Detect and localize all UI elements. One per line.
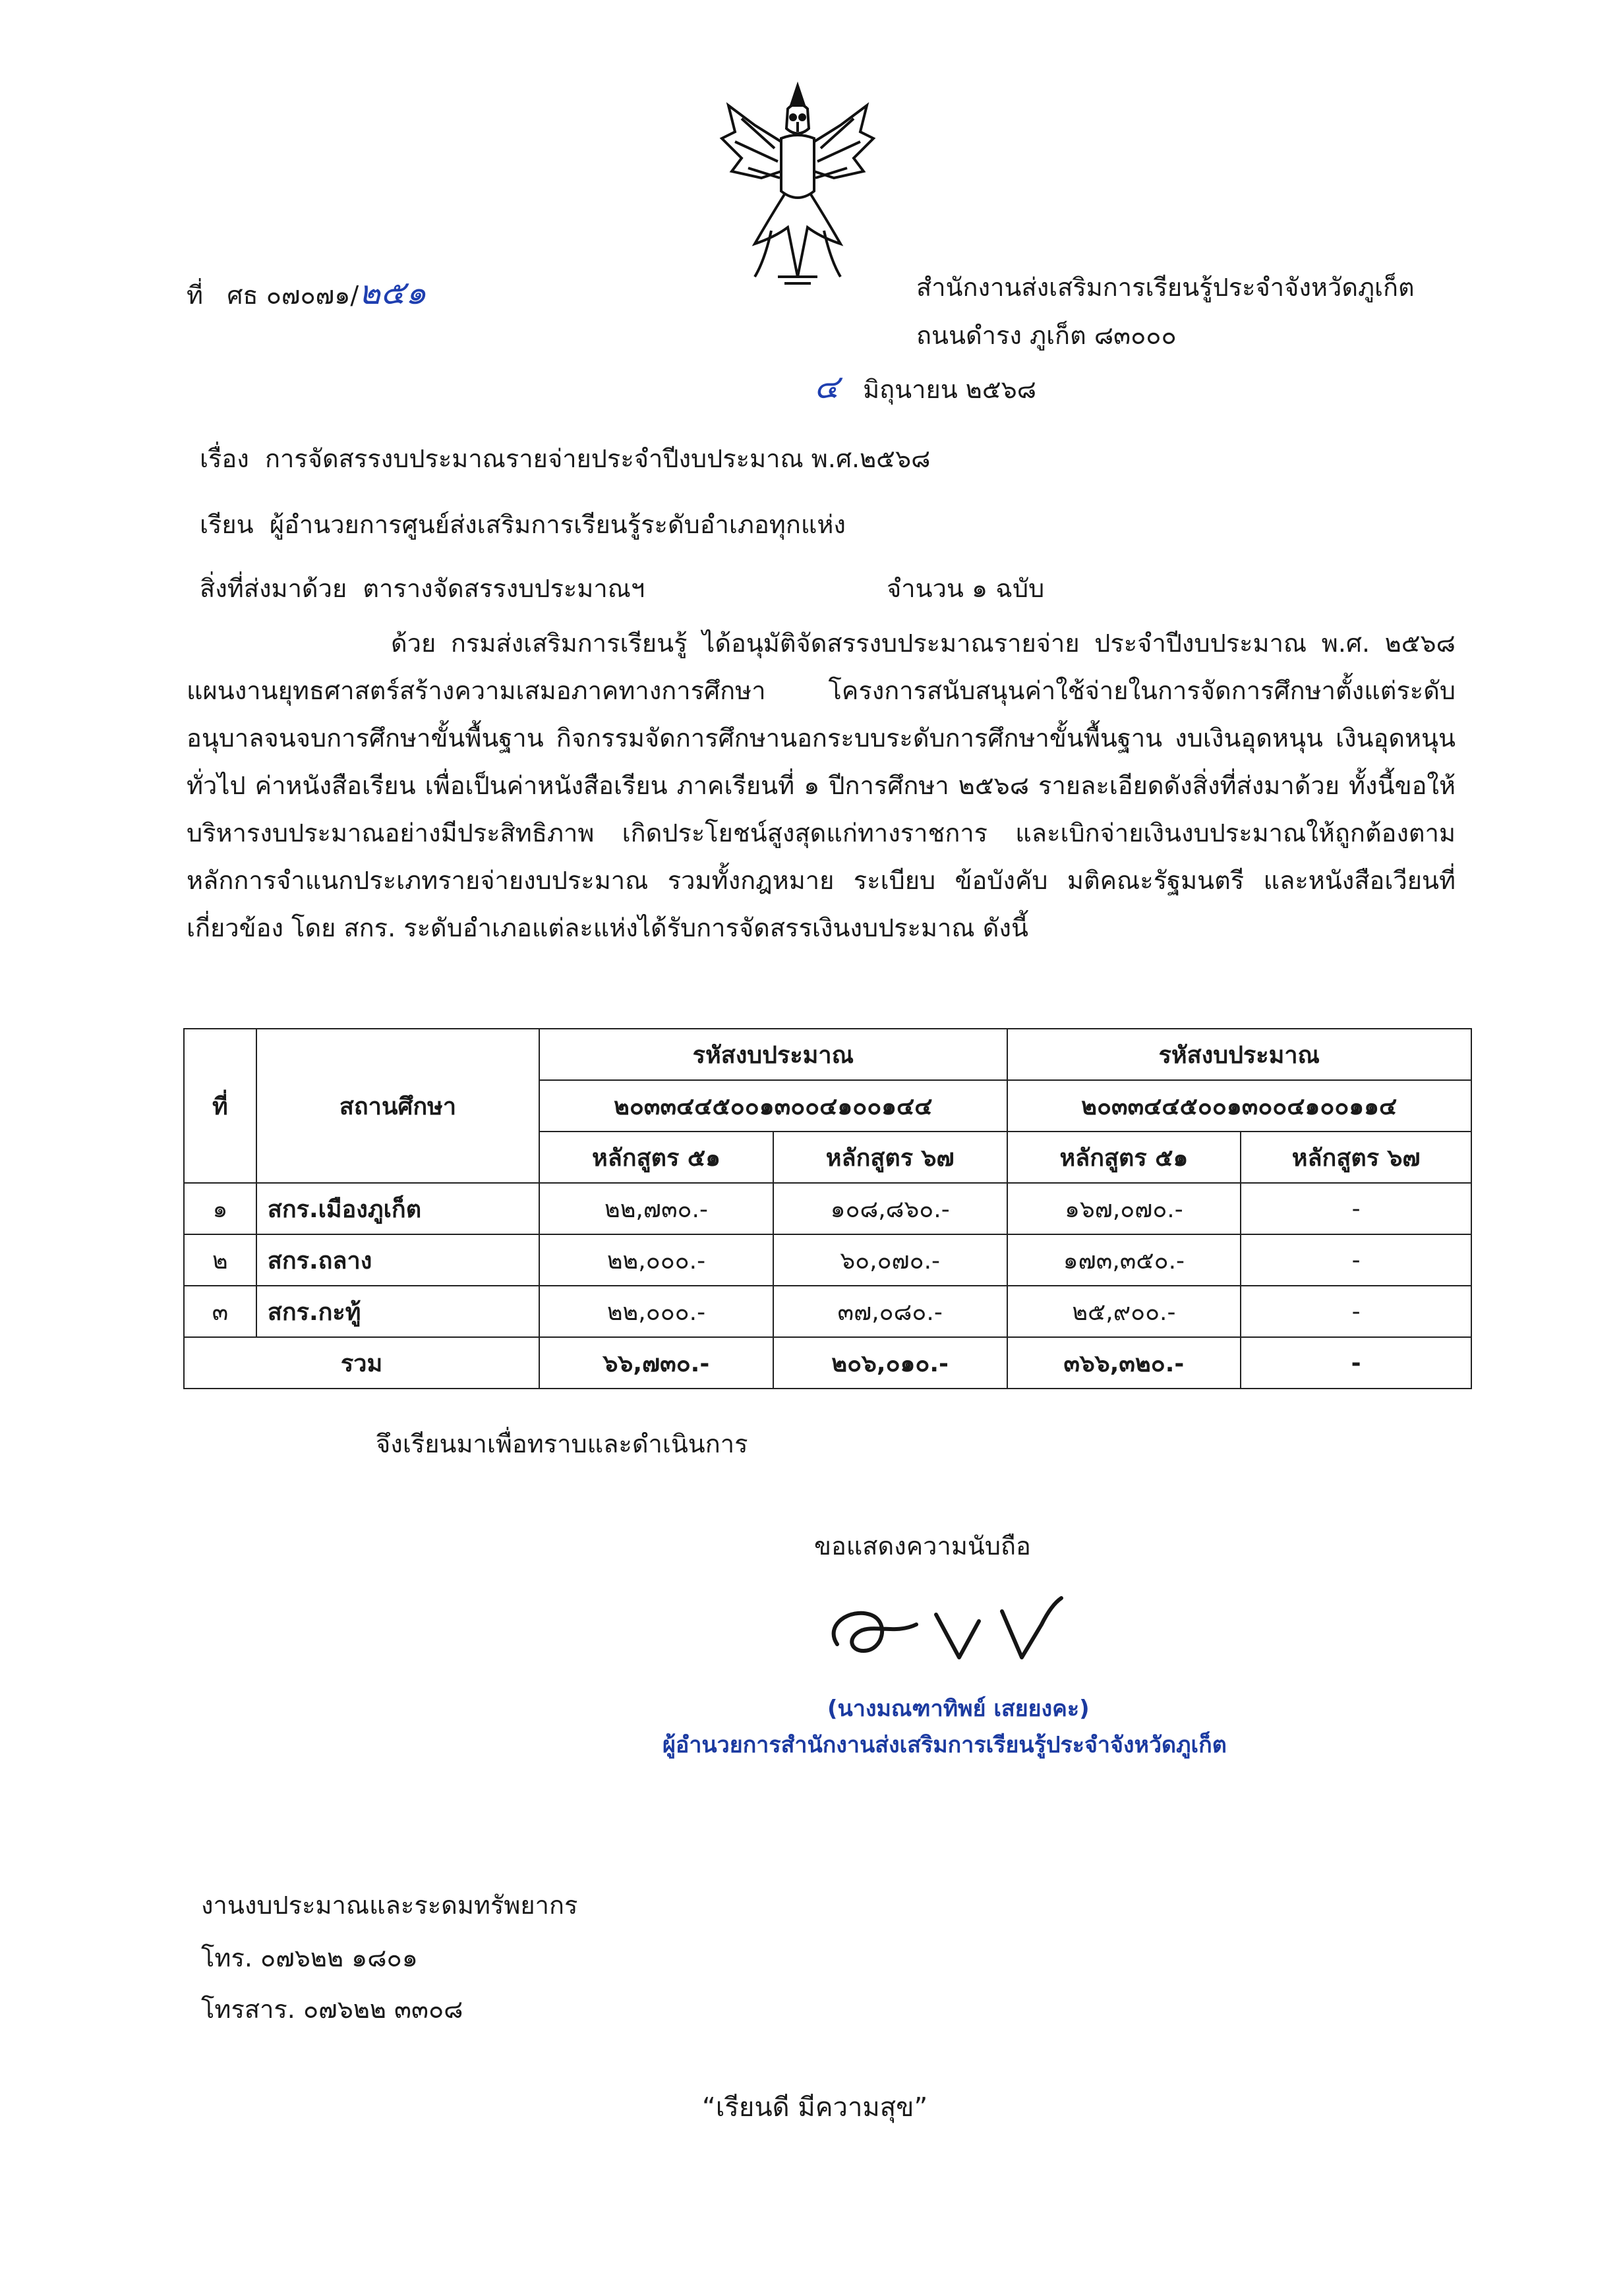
total-g1-51: ๖๖,๗๓๐.- [539,1337,773,1389]
total-g2-67: - [1241,1337,1471,1389]
fax-number: โทรสาร. ๐๗๖๒๒ ๓๓๐๘ [201,1995,463,2024]
row-g1-51: ๒๒,๐๐๐.- [539,1234,773,1286]
phone-number: โทร. ๐๗๖๒๒ ๑๘๐๑ [201,1943,418,1972]
row-place: สกร.เมืองภูเก็ต [256,1183,539,1234]
group1-title: รหัสงบประมาณ [539,1029,1007,1080]
date-line [814,361,1036,413]
table-row [184,1183,1471,1234]
group2-code: ๒๐๓๓๔๔๕๐๐๑๓๐๐๔๑๐๐๑๑๔ [1007,1080,1471,1132]
total-label: รวม [184,1337,539,1389]
office-name: สำนักงานส่งเสริมการเรียนรู้ประจำจังหวัดภูเก็ต [916,273,1415,302]
total-g1-67: ๒๐๖,๐๑๐.- [773,1337,1007,1389]
body-paragraph: ด้วย กรมส่งเสริมการเรียนรู้ ได้อนุมัติจัดสรรงบประมาณรายจ่าย ประจำปีงบประมาณ พ.ศ. ๒๕๖๘ แผนงานยุทธศาสตร์สร้างความเสมอภาคทางการศึกษา โครงการสนับสนุนค่าใช้จ่ายในการจัดการศึกษาตั้งแต่ระดับอนุบาลจนจบการศึกษาขั้นพื้นฐาน กิจกรรมจัดการศึกษานอกระบบระดับการศึกษาขั้นพื้นฐาน งบเงินอุดหนุน เงินอุดหนุนทั่วไป ค่าหนังสือเรียน เพื่อเป็นค่าหนังสือเรียน ภาคเรียนที่ ๑ ปีการศึกษา ๒๕๖๘ รายละเอียดดังสิ่งที่ส่งมาด้วย ทั้งนี้ขอให้บริหารงบประมาณอย่างมีประสิทธิภาพ เกิดประโยชน์สูงสุดแก่ทางราชการ และเบิกจ่ายเงินงบประมาณให้ถูกต้องตามหลักการจำแนกประเภทรายจ่ายงบประมาณ รวมทั้งกฎหมาย ระเบียบ ข้อบังคับ มติคณะรัฐมนตรี และหนังสือเวียนที่เกี่ยวข้อง โดย สกร. ระดับอำเภอแต่ละแห่งได้รับการจัดสรรเงินงบประมาณ ดังนี้ [187,629,1456,942]
row-place: สกร.กะทู้ [256,1286,539,1337]
row-g1-67: ๓๗,๐๘๐.- [773,1286,1007,1337]
garuda-emblem-icon [715,79,880,290]
date-day-handwritten: ๔ [814,368,839,406]
row-no: ๓ [184,1286,256,1337]
date-text: มิถุนายน ๒๕๖๘ [863,375,1037,404]
signature-icon [824,1585,1101,1677]
row-g2-67: - [1241,1234,1471,1286]
ref-number: ศธ ๐๗๐๗๑/ [227,281,359,310]
enclosure-line [200,568,645,608]
total-g2-51: ๓๖๖,๓๒๐.- [1007,1337,1241,1389]
signatory-name: (นางมณฑาทิพย์ เสยยงคะ) [827,1696,1090,1722]
enclosure-text: ตารางจัดสรรงบประมาณฯ [363,574,645,603]
g2-sub-67: หลักสูตร ๖๗ [1241,1132,1471,1183]
table-row [184,1286,1471,1337]
table-header-row [184,1029,1471,1080]
ref-label: ที่ [187,281,204,310]
row-g2-51: ๒๕,๙๐๐.- [1007,1286,1241,1337]
g2-sub-51: หลักสูตร ๕๑ [1007,1132,1241,1183]
ref-handwritten: ๒๕๑ [359,273,427,312]
table-total-row [184,1337,1471,1389]
g1-sub-51: หลักสูตร ๕๑ [539,1132,773,1183]
subject-label: เรื่อง [200,444,249,473]
group1-code: ๒๐๓๓๔๔๕๐๐๑๓๐๐๔๑๐๐๑๔๔ [539,1080,1007,1132]
department-name: งานงบประมาณและระดมทรัพยากร [201,1891,578,1920]
office-address: ถนนดำรง ภูเก็ต ๘๓๐๐๐ [916,321,1177,350]
row-g1-51: ๒๒,๐๐๐.- [539,1286,773,1337]
recipient-line [200,504,846,544]
reference-number [187,267,427,319]
row-g2-67: - [1241,1183,1471,1234]
group2-title: รหัสงบประมาณ [1007,1029,1471,1080]
col-no-header: ที่ [184,1029,256,1183]
recipient-text: ผู้อำนวยการศูนย์ส่งเสริมการเรียนรู้ระดับอำเภอทุกแห่ง [269,510,846,539]
subject-text: การจัดสรรงบประมาณรายจ่ายประจำปีงบประมาณ พ.ศ.๒๕๖๘ [264,444,931,473]
closing-regards: ขอแสดงความนับถือ [814,1532,1031,1561]
col-place-header: สถานศึกษา [256,1029,539,1183]
budget-allocation-table [183,1028,1472,1389]
table-row [184,1234,1471,1286]
subject-line [200,438,930,478]
row-no: ๑ [184,1183,256,1234]
motto: “เรียนดี มีความสุข” [702,2092,928,2123]
row-g2-51: ๑๗๓,๓๕๐.- [1007,1234,1241,1286]
row-place: สกร.ถลาง [256,1234,539,1286]
closing-action: จึงเรียนมาเพื่อทราบและดำเนินการ [376,1429,748,1458]
row-no: ๒ [184,1234,256,1286]
row-g1-67: ๖๐,๐๗๐.- [773,1234,1007,1286]
recipient-label: เรียน [200,510,254,539]
g1-sub-67: หลักสูตร ๖๗ [773,1132,1007,1183]
enclosure-quantity: จำนวน ๑ ฉบับ [887,574,1045,603]
row-g1-67: ๑๐๘,๘๖๐.- [773,1183,1007,1234]
row-g2-51: ๑๖๗,๐๗๐.- [1007,1183,1241,1234]
row-g1-51: ๒๒,๗๓๐.- [539,1183,773,1234]
enclosure-label: สิ่งที่ส่งมาด้วย [200,574,347,603]
signatory-position: ผู้อำนวยการสำนักงานส่งเสริมการเรียนรู้ประจำจังหวัดภูเก็ต [662,1732,1227,1758]
row-g2-67: - [1241,1286,1471,1337]
